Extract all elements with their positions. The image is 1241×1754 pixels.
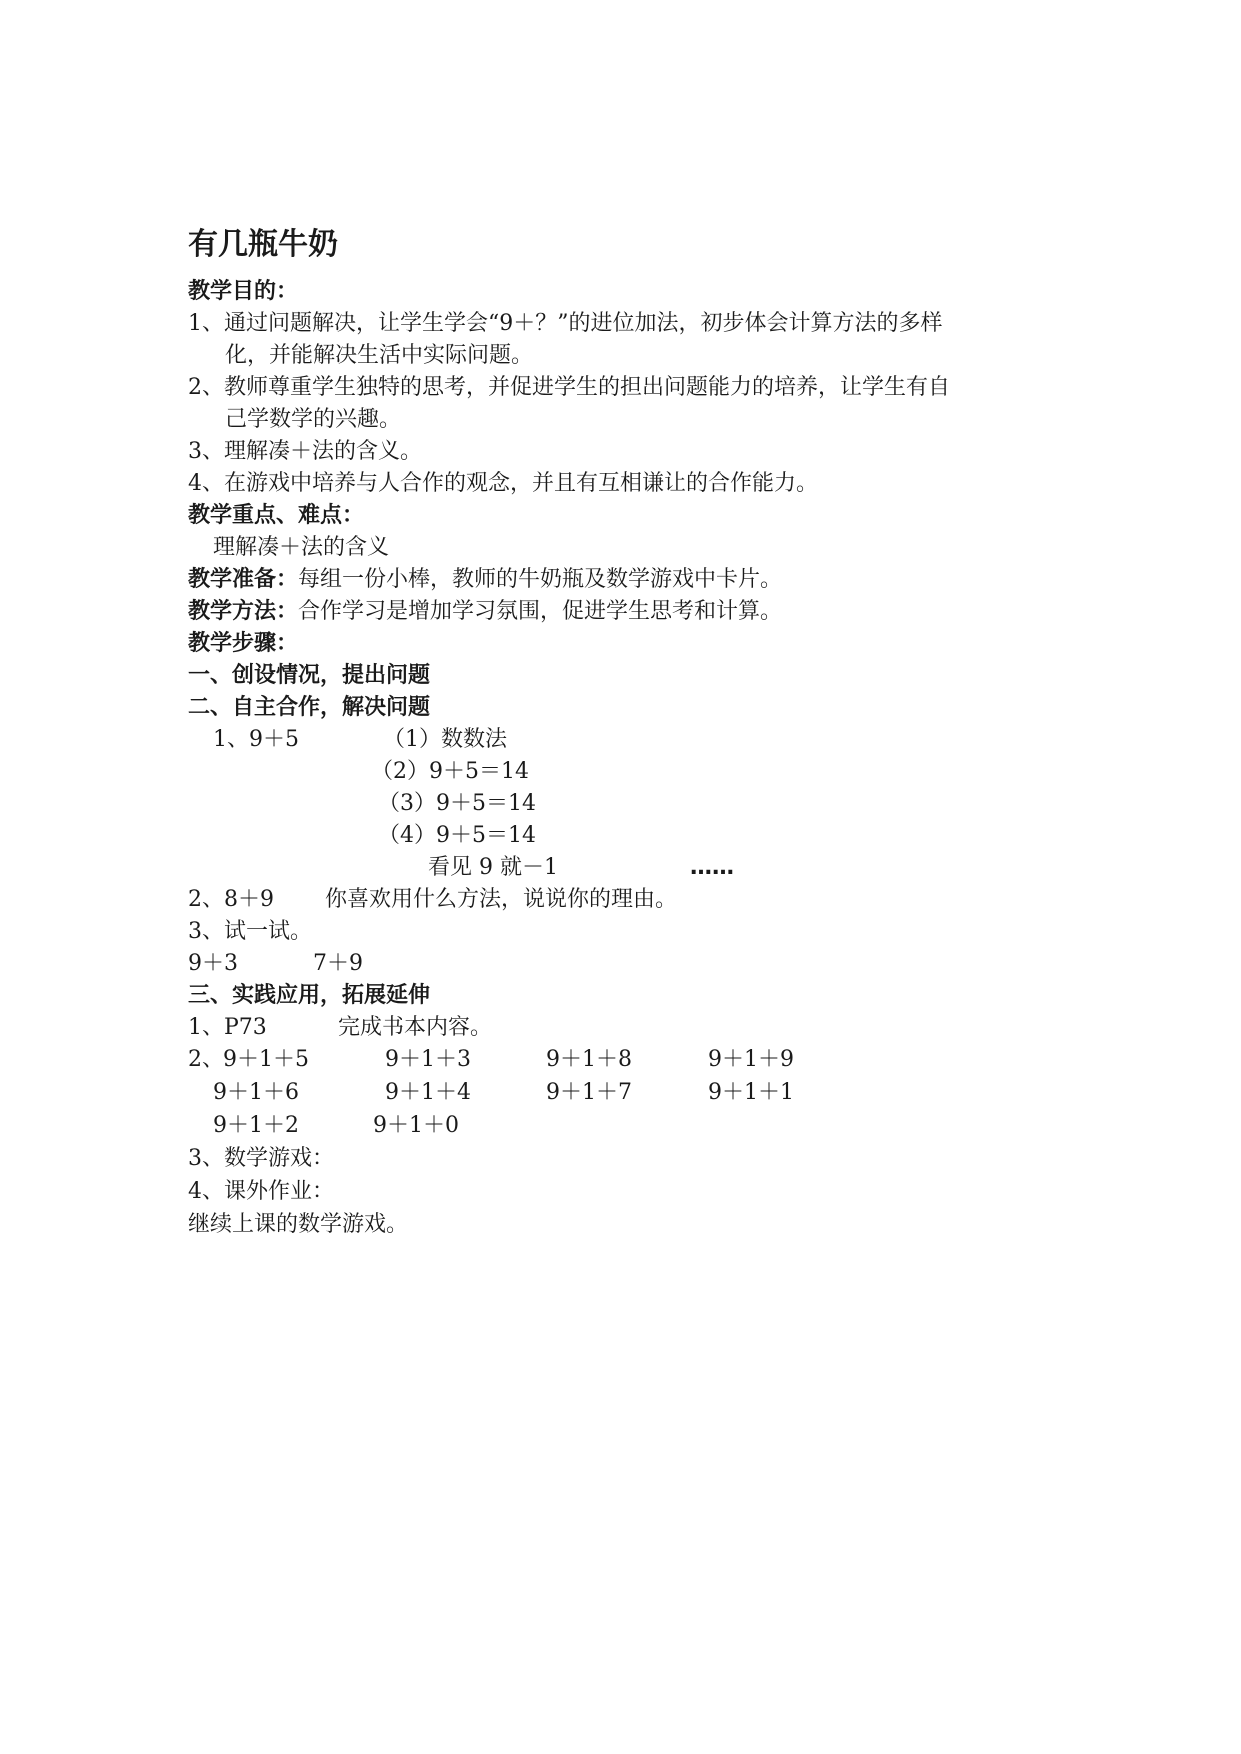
expr-r2-2: 9＋1＋4 (385, 1080, 471, 1105)
objective-2-line2: 己学数学的兴趣。 (225, 407, 402, 432)
expr-r2-4: 9＋1＋1 (708, 1080, 794, 1105)
expr-r1-4: 9＋1＋9 (708, 1047, 794, 1072)
steps-heading: 教学步骤： (188, 631, 299, 656)
section-2-heading: 二、自主合作，解决问题 (188, 695, 431, 720)
s2-try-2: 7＋9 (313, 951, 363, 976)
expr-r1-3: 9＋1＋8 (546, 1047, 632, 1072)
objective-4: 4、在游戏中培养与人合作的观念，并且有互相谦让的合作能力。 (188, 471, 818, 496)
s2-ellipsis: …… (690, 855, 734, 880)
page-title: 有几瓶牛奶 (188, 227, 338, 262)
s3-item2-prefix: 2、 (188, 1047, 224, 1072)
method-label: 教学方法： (188, 599, 299, 624)
preparation-label: 教学准备： (188, 567, 299, 592)
expr-r1-1: 9＋1＋5 (223, 1047, 309, 1072)
section-1-heading: 一、创设情况，提出问题 (188, 663, 431, 688)
objective-2-line1: 2、教师尊重学生独特的思考，并促进学生的担出问题能力的培养，让学生有自 (188, 375, 950, 400)
s2-try-1: 9＋3 (188, 951, 238, 976)
s3-item1-label: 1、P73 (188, 1015, 267, 1040)
key-points-text: 理解凑＋法的含义 (213, 535, 390, 560)
objective-3: 3、理解凑＋法的含义。 (188, 439, 422, 464)
expr-r1-2: 9＋1＋3 (385, 1047, 471, 1072)
expr-r2-3: 9＋1＋7 (546, 1080, 632, 1105)
objective-1-line2: 化，并能解决生活中实际问题。 (225, 343, 534, 368)
section-3-heading: 三、实践应用，拓展延伸 (188, 983, 431, 1008)
s2-method-3: （3）9＋5＝14 (378, 791, 536, 816)
s2-method-4: （4）9＋5＝14 (378, 823, 536, 848)
s3-item1-text: 完成书本内容。 (338, 1015, 493, 1040)
method-line (188, 598, 782, 626)
expr-r3-1: 9＋1＋2 (213, 1113, 299, 1138)
s2-item3-label: 3、试一试。 (188, 919, 312, 944)
preparation-text: 每组一份小棒，教师的牛奶瓶及数学游戏中卡片。 (298, 567, 783, 592)
preparation-line (188, 566, 782, 594)
homework-text: 继续上课的数学游戏。 (188, 1212, 409, 1237)
s2-item2-text: 你喜欢用什么方法，说说你的理由。 (325, 887, 678, 912)
s2-method-2: （2）9＋5＝14 (371, 759, 529, 784)
s3-item4: 4、课外作业： (188, 1179, 334, 1204)
expr-r3-2: 9＋1＋0 (373, 1113, 459, 1138)
s2-item1-label: 1、9＋5 (213, 727, 299, 752)
key-points-heading: 教学重点、难点： (188, 503, 365, 528)
objective-1-line1: 1、通过问题解决，让学生学会“9＋？”的进位加法，初步体会计算方法的多样 (188, 311, 943, 336)
expr-r2-1: 9＋1＋6 (213, 1080, 299, 1105)
s3-item3: 3、数学游戏： (188, 1146, 334, 1171)
s2-method-1: （1）数数法 (383, 727, 507, 752)
objectives-heading: 教学目的： (188, 279, 299, 304)
s2-item2-label: 2、8＋9 (188, 887, 274, 912)
method-text: 合作学习是增加学习氛围，促进学生思考和计算。 (298, 599, 783, 624)
s2-note: 看见 9 就－1 (428, 855, 558, 880)
